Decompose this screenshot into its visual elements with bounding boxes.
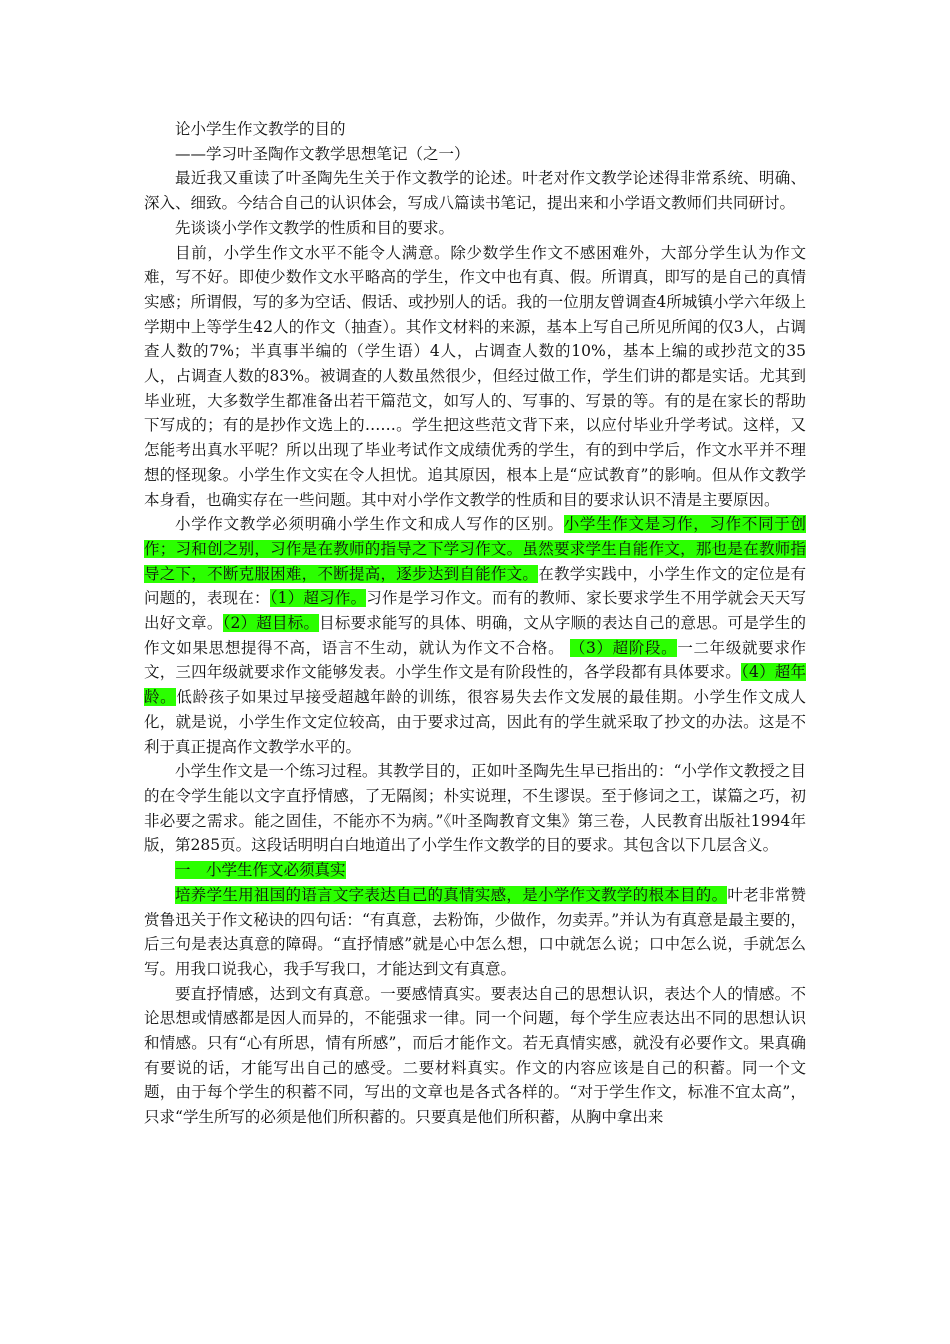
highlighted-text: 一 小学生作文必须真实 — [175, 861, 346, 880]
paragraph-text: 低龄孩子如果过早接受超越年龄的训练，很容易失去作文发展的最佳期。小学生作文成人化，就是说，小学生作文定位较高，由于要求过高，因此有的学生就采取了抄文的办法。这是不利于真正提高作文教学水平的。 — [144, 688, 806, 756]
paragraph-purpose: 小学生作文是一个练习过程。其教学目的，正如叶圣陶先生早已指出的：“小学作文教授之目的在令学生能以文字直抒情感，了无隔阂；朴实说理，不生谬误。至于修词之工，谋篇之巧，初非必要之需求。能之固佳，不能亦不为病。”《叶圣陶教育文集》第三卷，人民教育出版社1994年版，第285页。这段话明明白白地道出了小学生作文教学的目的要求。其包含以下几层含义。 — [144, 762, 806, 855]
highlighted-text: （3）超阶段。 — [569, 638, 678, 657]
document-page — [144, 117, 806, 1130]
paragraph-distinction — [144, 512, 806, 759]
document-title: 论小学生作文教学的目的 — [175, 120, 346, 138]
highlighted-text: 小学生作文是习作，习作不同于创作；习和创之别，习作是在教师的指导之下学习作文。虽然要求学生自能作文，那也是在教师指导之下，不断克服困难，不断提高，逐步达到自能作文。 — [144, 515, 806, 583]
highlighted-text: （4）超年龄。 — [144, 663, 806, 707]
paragraph-intro: 最近我又重读了叶圣陶先生关于作文教学的论述。叶老对作文教学论述得非常系统、明确、深入、细致。今结合自己的认识体会，写成八篇读书笔记，提出来和小学语文教师们共同研讨。 — [144, 169, 806, 213]
paragraph-current-situation: 目前，小学生作文水平不能令人满意。除少数学生作文不感困难外，大部分学生认为作文难，写不好。即使少数作文水平略高的学生，作文中也有真、假。所谓真，即写的是自己的真情实感；所谓假，写的多为空话、假话、或抄别人的话。我的一位朋友曾调查4所城镇小学六年级上学期中上等学生42人的作文（抽查）。其作文材料的来源，基本上写自己所见所闻的仅3人，占调查人数的7%；半真事半编的（学生语）4人，占调查人数的10%，基本上编的或抄范文的35人，占调查人数的83%。被调查的人数虽然很少，但经过做工作，学生们讲的都是实话。尤其到毕业班，大多数学生都准备出若干篇范文，如写人的、写事的、写景的等。有的是在家长的帮助下写成的；有的是抄作文选上的……。学生把这些范文背下来，以应付毕业升学考试。这样，又怎能考出真水平呢？所以出现了毕业考试作文成绩优秀的学生，有的到中学后，作文水平并不理想的怪现象。小学生作文实在令人担忧。追其原因，根本上是“应试教育”的影响。但从作文教学本身看，也确实存在一些问题。其中对小学作文教学的性质和目的要求认识不清是主要原因。 — [144, 243, 806, 509]
highlighted-text: （2）超目标。 — [222, 614, 320, 633]
highlighted-text: （1）超习作。 — [269, 589, 367, 608]
document-subtitle: ——学习叶圣陶作文教学思想笔记（之一） — [175, 144, 470, 163]
paragraph-text: 目标要求能写的具体、明确，文从字顺的表达自己的意思。可是学生的作文如果思想提得不高，语言不生动，就认为作文不合格。 — [144, 614, 806, 657]
highlighted-text: 培养学生用祖国的语言文字表达自己的真情实感，是小学作文教学的根本目的。 — [175, 885, 728, 904]
paragraph-text: 习作是学习作文。而有的教师、家长要求学生不用学就会天天写出好文章。 — [144, 589, 806, 633]
paragraph-sincere-expression: 要直抒情感，达到文有真意。一要感情真实。要表达自己的思想认识，表达个人的情感。不论思想或情感都是因人而异的，不能强求一律。同一个问题，每个学生应表达出不同的思想认识和情感。只有“心有所思，情有所感”，而后才能作文。若无真情实感，就没有必要作文。果真确有要说的话，才能写出自己的感受。二要材料真实。作文的内容应该是自己的积蓄。同一个文题，由于每个学生的积蓄不同，写出的文章也是各式各样的。“对于学生作文，标准不宜太高”，只求“学生所写的必须是他们所积蓄的。只要真是他们所积蓄，从胸中拿出来 — [144, 984, 806, 1127]
paragraph-fundamental-goal — [144, 883, 806, 982]
paragraph-text: 一二年级就要求作文，三四年级就要求作文能够发表。小学生作文是有阶段性的，各学段都有具体要求。 — [144, 638, 806, 682]
paragraph-text: 小学作文教学必须明确小学生作文和成人写作的区别。 — [175, 515, 564, 534]
paragraph-text: 在教学实践中，小学生作文的定位是有问题的，表现在： — [144, 564, 806, 608]
paragraph-text: 叶老非常赞赏鲁迅关于作文秘诀的四句话：“有真意，去粉饰，少做作，勿卖弄。”并认为有真意是最主要的，后三句是表达真意的障碍。“直抒情感”就是心中怎么想，口中就怎么说；口中怎么说，手就怎么写。用我口说我心，我手写我口，才能达到文有真意。 — [144, 885, 806, 978]
paragraph-topic: 先谈谈小学作文教学的性质和目的要求。 — [175, 218, 455, 237]
section-heading — [144, 858, 806, 883]
